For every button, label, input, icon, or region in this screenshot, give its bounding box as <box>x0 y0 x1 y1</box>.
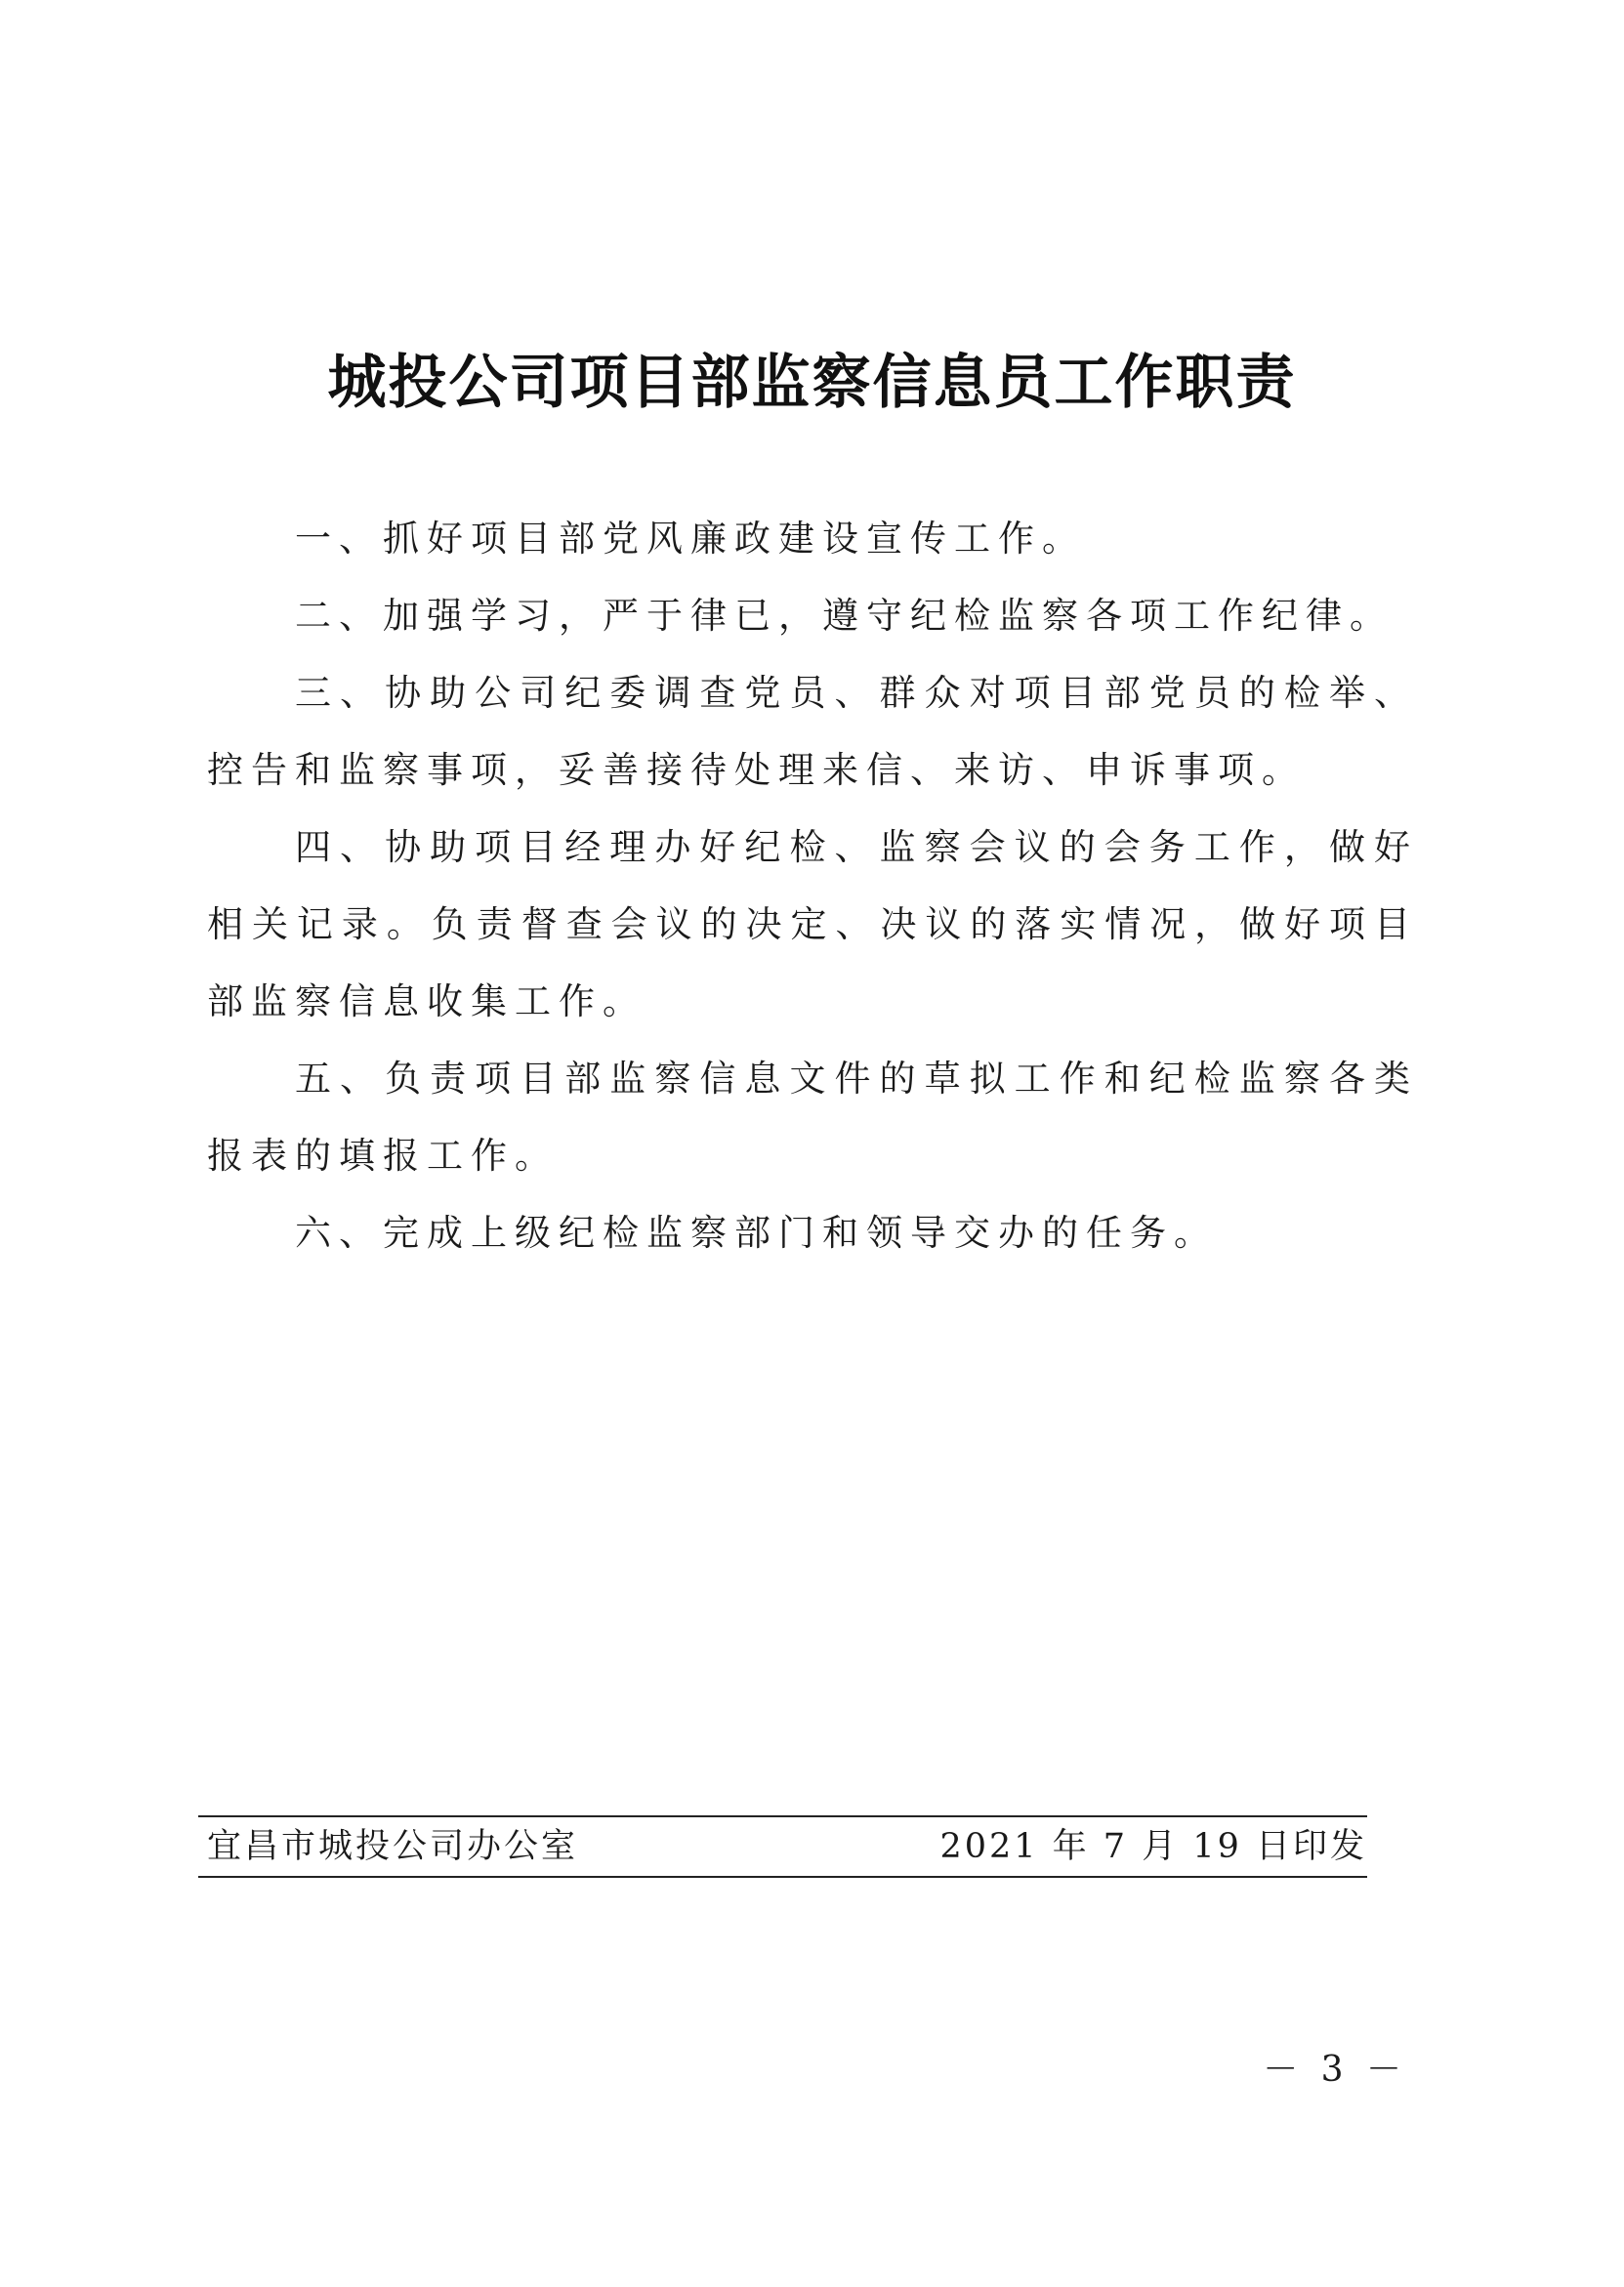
paragraph-1: 一、抓好项目部党风廉政建设宣传工作。 <box>295 518 1086 560</box>
paragraph-2: 二、加强学习，严于律已，遵守纪检监察各项工作纪律。 <box>295 595 1394 637</box>
paragraph-5: 五、负责项目部监察信息文件的草拟工作和纪检监察各类报表的填报工作。 <box>207 1058 1418 1177</box>
paragraph-4: 四、协助项目经理办好纪检、监察会议的会务工作，做好相关记录。负责督查会议的决定、决议的落实情况，做好项目部监察信息收集工作。 <box>207 826 1418 1022</box>
paragraph-3: 三、协助公司纪委调查党员、群众对项目部党员的检举、控告和监察事项，妥善接待处理来信、来访、申诉事项。 <box>207 672 1418 791</box>
issuer-name: 宜昌市城投公司办公室 <box>207 1827 579 1866</box>
page-number: － 3 － <box>1263 2050 1407 2090</box>
document-body <box>207 500 1418 1271</box>
footer-bottom-rule <box>198 1876 1367 1878</box>
footer-top-rule <box>198 1815 1367 1817</box>
paragraph-6: 六、完成上级纪检监察部门和领导交办的任务。 <box>295 1212 1218 1254</box>
document-title: 城投公司项目部监察信息员工作职责 <box>327 349 1297 417</box>
issue-date: 2021 年 7 月 19 日印发 <box>939 1827 1367 1866</box>
